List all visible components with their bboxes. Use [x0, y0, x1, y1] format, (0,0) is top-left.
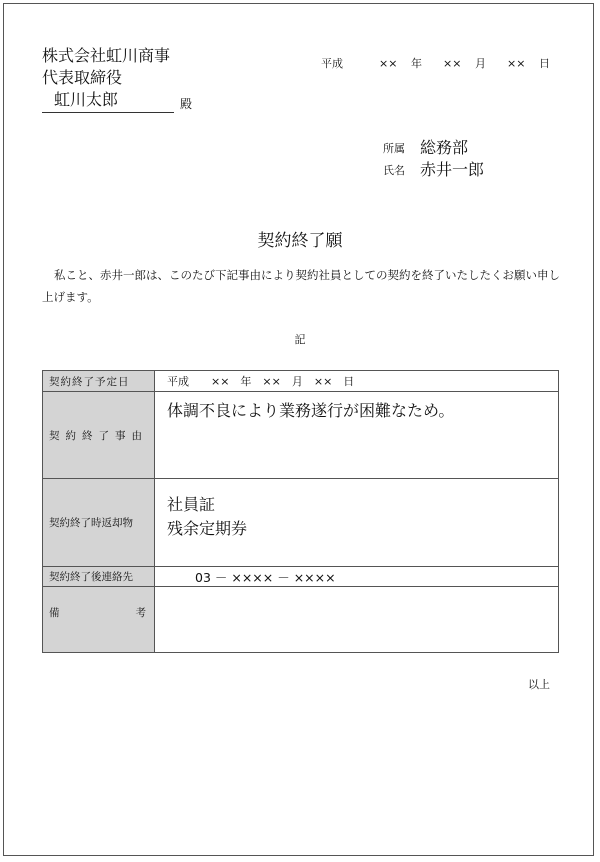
reason-cell — [155, 392, 559, 479]
date-month-unit: 月 — [475, 57, 486, 70]
end-date-label: 契約終了予定日 — [43, 371, 155, 392]
table-row — [43, 587, 559, 653]
reason-value: 体調不良により業務遂行が困難なため。 — [167, 401, 455, 420]
recipient-title: 代表取締役 — [42, 68, 123, 87]
contact-label: 契約終了後連絡先 — [43, 567, 155, 587]
date-year-unit: 年 — [411, 57, 422, 70]
table-row — [43, 567, 559, 587]
recipient-honorific: 殿 — [180, 97, 193, 111]
date-era: 平成 — [321, 57, 343, 70]
list-item: 残余定期券 — [167, 518, 248, 538]
recipient-name: 虹川太郎 — [54, 90, 119, 109]
document-body: 私こと、赤井一郎は、このたび下記事由により契約社員としての契約を終了いたしたくお願い申し上げます。 — [42, 268, 560, 304]
returns-label: 契約終了時返却物 — [43, 479, 155, 567]
returns-cell — [155, 479, 559, 567]
contact-value: 03 － ×××× － ×××× — [155, 567, 559, 587]
remarks-label-char-1: 備 — [49, 607, 60, 619]
document-title: 契約終了願 — [257, 231, 343, 251]
recipient-name-line — [42, 90, 174, 113]
reason-label: 契約終了事由 — [43, 392, 155, 479]
closing-ijou: 以上 — [528, 678, 550, 691]
affiliation-label: 所属 — [383, 142, 405, 155]
recipient-company: 株式会社虹川商事 — [42, 46, 171, 65]
date-day-unit: 日 — [539, 57, 550, 70]
remarks-label-char-2: 考 — [135, 607, 146, 619]
details-table — [42, 370, 559, 653]
sender-name-label: 氏名 — [383, 164, 405, 177]
end-date-value: 平成 ×× 年 ×× 月 ×× 日 — [155, 371, 559, 392]
date-year: ×× — [379, 57, 398, 70]
remarks-label — [43, 587, 155, 653]
table-row — [43, 392, 559, 479]
date-month: ×× — [443, 57, 462, 70]
affiliation-value: 総務部 — [420, 138, 469, 157]
ki-marker: 記 — [294, 333, 306, 346]
table-row — [43, 371, 559, 392]
list-item: 社員証 — [167, 494, 216, 514]
header-date — [321, 55, 550, 71]
table-row — [43, 479, 559, 567]
remarks-value — [155, 587, 559, 653]
date-day: ×× — [507, 57, 526, 70]
sender-name-value: 赤井一郎 — [420, 160, 485, 179]
returns-list — [167, 493, 558, 541]
